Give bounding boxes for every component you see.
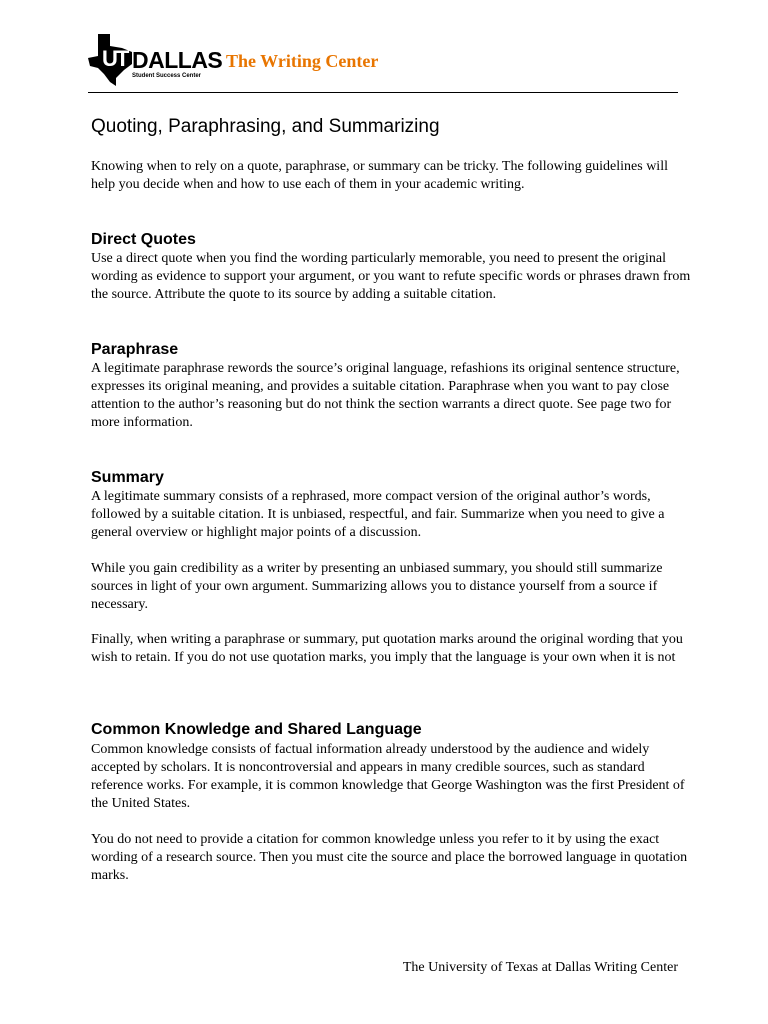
logo-ut-text: UT <box>102 46 128 71</box>
section-paragraph: A legitimate paraphrase rewords the source’s original language, refashions its original sentence structure, expresses its original meaning, and provides a suitable citation. Paraphrase when you want to pay close attention to the author’s reasoning but do not think the section warrants a direct quote. See page two for more information. <box>91 361 680 430</box>
page-title: Quoting, Paraphrasing, and Summarizing <box>91 116 440 137</box>
section-paragraph: Finally, when writing a paraphrase or summary, put quotation marks around the original wording that you wish to retain. If you do not use quotation marks, you imply that the language is your own when it is not <box>91 632 683 665</box>
utd-logo <box>88 34 228 86</box>
header-divider <box>88 92 678 93</box>
section-heading-paraphrase: Paraphrase <box>91 341 179 358</box>
section-heading-summary: Summary <box>91 469 164 486</box>
logo-subtitle: Student Success Center <box>132 73 202 79</box>
logo-dallas-text: DALLAS <box>132 47 223 73</box>
section-paragraph: Use a direct quote when you find the wording particularly memorable, you need to present the original wording as evidence to support your argument, or you want to refute specific words or phrases drawn from the source. Attribute the quote to its source by adding a suitable citation. <box>91 251 691 302</box>
section-heading-common-knowledge: Common Knowledge and Shared Language <box>91 721 422 738</box>
intro-paragraph: Knowing when to rely on a quote, paraphrase, or summary can be tricky. The following guidelines will help you decide when and how to use each of them in your academic writing. <box>91 159 668 192</box>
page-footer: The University of Texas at Dallas Writing Center <box>402 960 678 975</box>
brand-title: The Writing Center <box>226 51 379 71</box>
section-paragraph: Common knowledge consists of factual information already understood by the audience and widely accepted by scholars. It is noncontroversial and appears in many credible sources, such as standard reference works. For example, it is common knowledge that George Washington was the first President of the United States. <box>91 742 685 811</box>
section-paragraph: A legitimate summary consists of a rephrased, more compact version of the original author’s words, followed by a suitable citation. It is unbiased, respectful, and fair. Summarize when you need to give a general overview or highlight major points of a discussion. <box>91 489 665 540</box>
page-header <box>88 34 678 94</box>
section-paragraph: While you gain credibility as a writer by presenting an unbiased summary, you should still summarize sources in light of your own argument. Summarizing allows you to distance yourself from a source if necessary. <box>91 561 663 612</box>
section-paragraph: You do not need to provide a citation for common knowledge unless you refer to it by using the exact wording of a research source. Then you must cite the source and place the borrowed language in quotation marks. <box>91 832 688 883</box>
section-heading-direct-quotes: Direct Quotes <box>91 231 196 248</box>
